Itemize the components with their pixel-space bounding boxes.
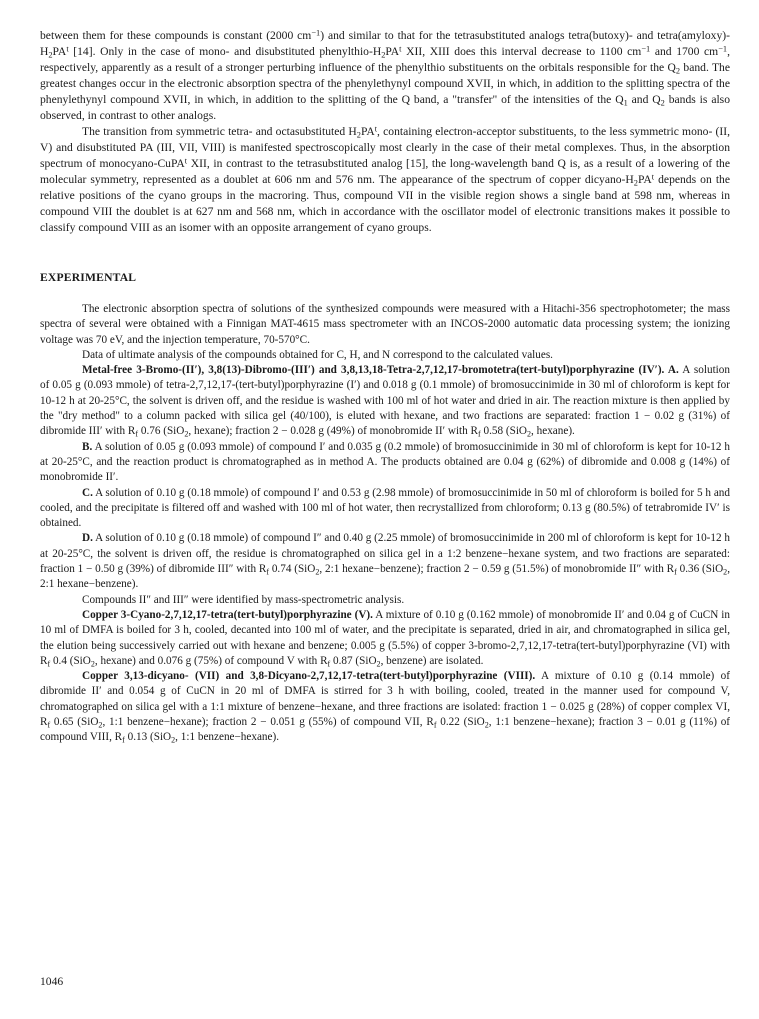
paragraph-method-b: B. A solution of 0.05 g (0.093 mmole) of compound I′ and 0.035 g (0.2 mmole) of bromosuccinimide in 30 ml of chloroform is kept for 10-12 h at 20-25°C, and the reaction product is chromatographed as in method A. The products obtained are 0.04 g (62%) of dibromide and 0.008 g (14%) of monobromide II′. xyxy=(40,440,730,484)
paragraph-instruments: The electronic absorption spectra of solutions of the synthesized compounds were measured with a Hitachi-356 spectrophotometer; the mass spectra of several were obtained with a Finnigan MAT-4615 mass spectrometer with an INCOS-2000 automatic data processing system; the ionizing voltage was 70 eV, and the injection temperature, 70-570°C. xyxy=(40,303,730,346)
page-number: 1046 xyxy=(40,975,64,988)
paragraph-copper-cyano: Copper 3-Cyano-2,7,12,17-tetra(tert-butyl)porphyrazine (V). A mixture of 0.10 g (0.162 mmole) of monobromide II′ and 0.04 g of CuCN in 10 ml of DMFA is boiled for 3 h, cooled, decanted into 100 ml of water, and the precipitate is separated, dried in air, and chromatographed in silica gel, the elution being successively carried out with hexane and benzene; 0.005 g (5.5%) of copper 3-bromo-2,7,12,17-tetra(tert-butyl)porphyrazine (VI) with $R_f$ 0.4 (SiO$_2$, hexane) and 0.076 g (75%) of compound V with $R_f$ 0.87 (SiO$_2$, benzene) are isolated. xyxy=(40,608,730,669)
paragraph-method-d: D. A solution of 0.10 g (0.18 mmole) of compound I″ and 0.40 g (2.25 mmole) of bromosuccinimide in 200 ml of chloroform is kept for 10-12 h at 20-25°C, the solvent is driven off, the residue is chromatographed on silica gel in a 1:2 benzene−hexane system, and two fractions are separated: fraction 1 − 0.50 g (39%) of dibromide III″ with $R_f$ 0.74 (SiO$_2$, 2:1 hexane−benzene); fraction 2 − 0.59 g (51.5%) of monobromide II″ with $R_f$ 0.36 (SiO$_2$, 2:1 hexane−benzene). xyxy=(40,532,730,591)
paragraph-method-a: Metal-free 3-Bromo-(II′), 3,8(13)-Dibromo-(III′) and 3,8,13,18-Tetra-2,7,12,17-bromotetra(tert-butyl)porphyrazine (IV′). A. A solution of 0.05 g (0.093 mmole) of tetra-2,7,12,17-(tert-butyl)porphyrazine (I′) and 0.018 g (0.1 mmole) of bromosuccinimide in 30 ml of chloroform is kept for 10-12 h at 20-25°C, the solvent is driven off, and the residue is washed with 100 ml of hot water and dried in air. The reaction mixture is then applied by the "dry method" to a column packed with silica gel (40/100), is eluted with hexane, and two fractions are separated: fraction 1 − 0.02 g (31%) of dibromide III′ with $R_f$ 0.76 (SiO$_2$, hexane); fraction 2 − 0.028 g (49%) of monobromide II′ with $R_f$ 0.58 (SiO$_2$, hexane). xyxy=(40,364,730,439)
paragraph-copper-dicyano: Copper 3,13-dicyano- (VII) and 3,8-Dicyano-2,7,12,17-tetra(tert-butyl)porphyrazine (VIII). A mixture of 0.10 g (0.14 mmole) of dibromide II′ and 0.054 g of CuCN in 20 ml of DMFA is stirred for 3 h with boiling, cooled, treated in the manner used for compound V, chromatographed on silica gel with a 1:1 mixture of benzene−hexane, and three fractions are isolated: fraction 1 − 0.025 g (28%) of copper complex VI, $R_f$ 0.65 (SiO$_2$, 1:1 benzene−hexane); fraction 2 − 0.051 g (55%) of compound VII, $R_f$ 0.22 (SiO$_2$, 1:1 benzene−hexane); fraction 3 − 0.01 g (11%) of compound VIII, $R_f$ 0.13 (SiO$_2$, 1:1 benzene−hexane). xyxy=(40,670,731,745)
paragraph-intro-continued: between them for these compounds is constant (2000 $cm^{-1}$) and similar to that for the tetrasubstituted analogs tetra(butoxy)- and $tetra(amyloxy)-H_2PA^t$ [14]. Only in the case of mono- and disubstituted phenylthio-$H_2PA^t$ XII, XIII does this interval decrease to 1100 $cm^{-1}$ and 1700 $cm^{-1}$, respectively, apparently as a result of a stronger perturbing influence of the phenylthio substituents on the orbitals responsible for the $Q_2$ band. The greatest changes occur in the electronic absorption spectra of the phenylethynyl compound XVII, in which, in addition to the splitting spectra of the phenylethynyl compound XVII, in which, in addition to the splitting of the Q band, a "transfer" of the intensities of the $Q_1$ and $Q_2$ bands is also observed, in contrast to other analogs. xyxy=(40,28,730,122)
paragraph-method-c: C. A solution of 0.10 g (0.18 mmole) of compound I′ and 0.53 g (2.98 mmole) of bromosuccinimide in 50 ml of chloroform is boiled for 5 h and cooled, and the precipitate is filtered off and washed with 100 ml of hot water, then recrystallized from chloroform; 0.13 g (80.5%) of tetrabromide IV′ is obtained. xyxy=(40,486,730,530)
paragraph-analysis-note: Data of ultimate analysis of the compounds obtained for C, H, and N correspond to the calculated values. xyxy=(82,348,553,361)
page-body xyxy=(40,28,730,746)
paragraph-symmetry-transition: The transition from symmetric tetra- and octasubstituted $H_2PA^t$, containing electron-acceptor substituents, to the less symmetric mono- (II, V) and disubstituted PA (III, VII, VIII) is manifested spectroscopically most clearly in the case of their metal complexes. Thus, in the absorption spectrum of monocyano-CuPA$^t$ XII, in contrast to the tetrasubstituted analog [15], the long-wavelength band Q is, as a result of a lowering of the molecular symmetry, represented as a doublet at 606 nm and 576 nm. The appearance of the spectrum of copper dicyano-$H_2PA^t$ depends on the relative positions of the cyano groups in the macroring. Thus, compound VII in the visible region shows a single band at 598 nm, whereas in compound VIII the doublet is at 627 nm and 568 nm, which in accordance with the oscillator model of electronic transitions makes it possible to classify compound VIII as an isomer with an opposite arrangement of cyano groups. xyxy=(40,124,731,234)
paragraph-identification: Compounds II″ and III″ were identified by mass-spectrometric analysis. xyxy=(82,593,405,606)
section-heading-experimental: EXPERIMENTAL xyxy=(40,271,137,284)
experimental-section xyxy=(40,302,730,746)
